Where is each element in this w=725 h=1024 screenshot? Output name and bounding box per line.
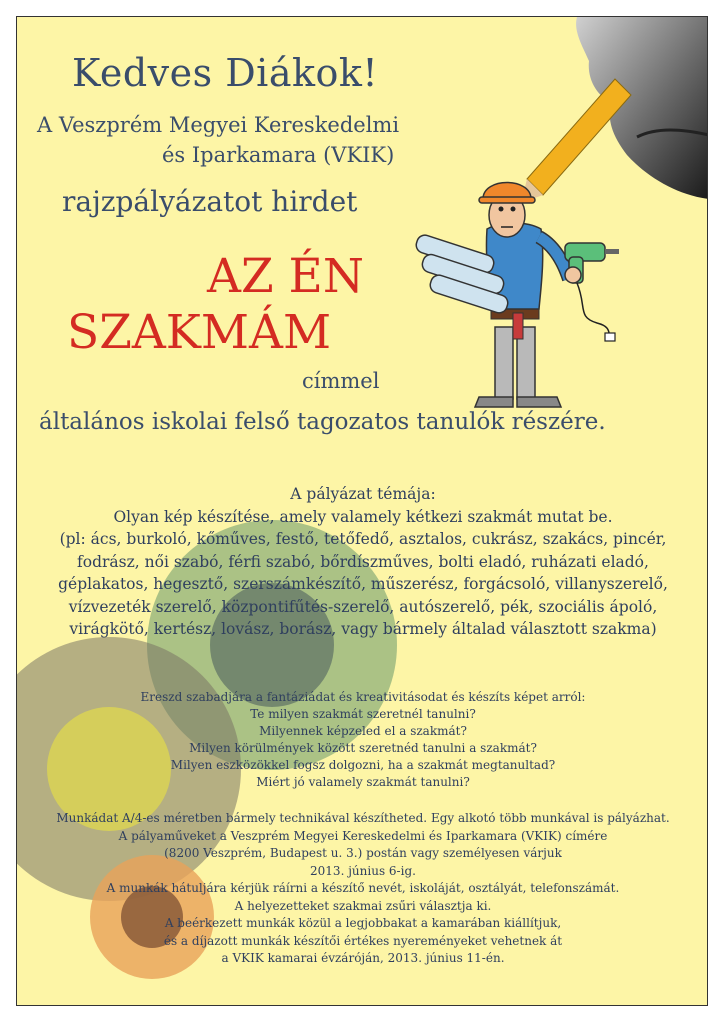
theme-line: (pl: ács, burkoló, kőműves, festő, tetőfedő, asztalos, cukrász, szakács, pincér, bbox=[59, 530, 667, 548]
greeting-heading: Kedves Diákok! bbox=[72, 51, 379, 95]
question-item: Milyennek képzeled el a szakmát? bbox=[259, 724, 467, 738]
theme-line: géplakatos, hegesztő, szerszámkészítő, műszerész, forgácsoló, villanyszerelő, bbox=[58, 575, 668, 593]
title-line-1: AZ ÉN bbox=[207, 249, 364, 304]
questions-section bbox=[17, 689, 708, 791]
rules-line: Munkádat A/4-es méretben bármely technikával készítheted. Egy alkotó több munkával is pályázhat. bbox=[56, 811, 670, 825]
rules-line: a VKIK kamarai évzáróján, 2013. június 11-én. bbox=[221, 951, 505, 965]
question-item: Milyen eszközökkel fogsz dolgozni, ha a szakmát megtanultad? bbox=[170, 758, 556, 772]
theme-line: Olyan kép készítése, amely valamely kétkezi szakmát mutat be. bbox=[113, 507, 613, 526]
rules-section bbox=[17, 810, 708, 968]
questions-intro: Ereszd szabadjára a fantáziádat és kreativitásodat és készíts képet arról: bbox=[140, 690, 586, 704]
rules-line: (8200 Veszprém, Budapest u. 3.) postán vagy személyesen várjuk bbox=[164, 846, 562, 860]
title-suffix: címmel bbox=[302, 369, 380, 393]
theme-line: fodrász, női szabó, férfi szabó, bőrdíszműves, bolti eladó, ruházati eladó, bbox=[77, 552, 649, 571]
announcement: rajzpályázatot hirdet bbox=[62, 185, 358, 218]
rules-line: A beérkezett munkák közül a legjobbakat a kamarában kiállítjuk, bbox=[164, 916, 562, 930]
organizer-line-2: és Iparkamara (VKIK) bbox=[162, 143, 395, 167]
organizer-line-1: A Veszprém Megyei Kereskedelmi bbox=[37, 113, 400, 137]
question-item: Te milyen szakmát szeretnél tanulni? bbox=[250, 707, 476, 721]
title-line-2: SZAKMÁM bbox=[67, 305, 332, 360]
rules-line: A helyezetteket szakmai zsűri választja ki. bbox=[234, 898, 492, 913]
rules-line: és a díjazott munkák készítői értékes nyereményeket vehetnek át bbox=[163, 933, 563, 948]
rules-line: 2013. június 6-ig. bbox=[310, 863, 416, 878]
theme-section bbox=[17, 483, 708, 641]
poster bbox=[16, 16, 708, 1006]
theme-line: virágkötő, kertész, lovász, borász, vagy bármely általad választott szakma) bbox=[69, 620, 657, 638]
question-item: Miért jó valamely szakmát tanulni? bbox=[256, 775, 470, 789]
rules-line: A pályaműveket a Veszprém Megyei Kereskedelmi és Iparkamara (VKIK) címére bbox=[118, 828, 608, 843]
target-audience: általános iskolai felső tagozatos tanulók részére. bbox=[39, 409, 606, 435]
theme-heading: A pályázat témája: bbox=[290, 485, 436, 503]
question-item: Milyen körülmények között szeretnéd tanulni a szakmát? bbox=[189, 741, 537, 755]
rules-line: A munkák hátuljára kérjük ráírni a készítő nevét, iskoláját, osztályát, telefonszámát. bbox=[106, 881, 620, 895]
theme-line: vízvezeték szerelő, központifűtés-szerelő, autószerelő, pék, szociális ápoló, bbox=[68, 597, 658, 616]
